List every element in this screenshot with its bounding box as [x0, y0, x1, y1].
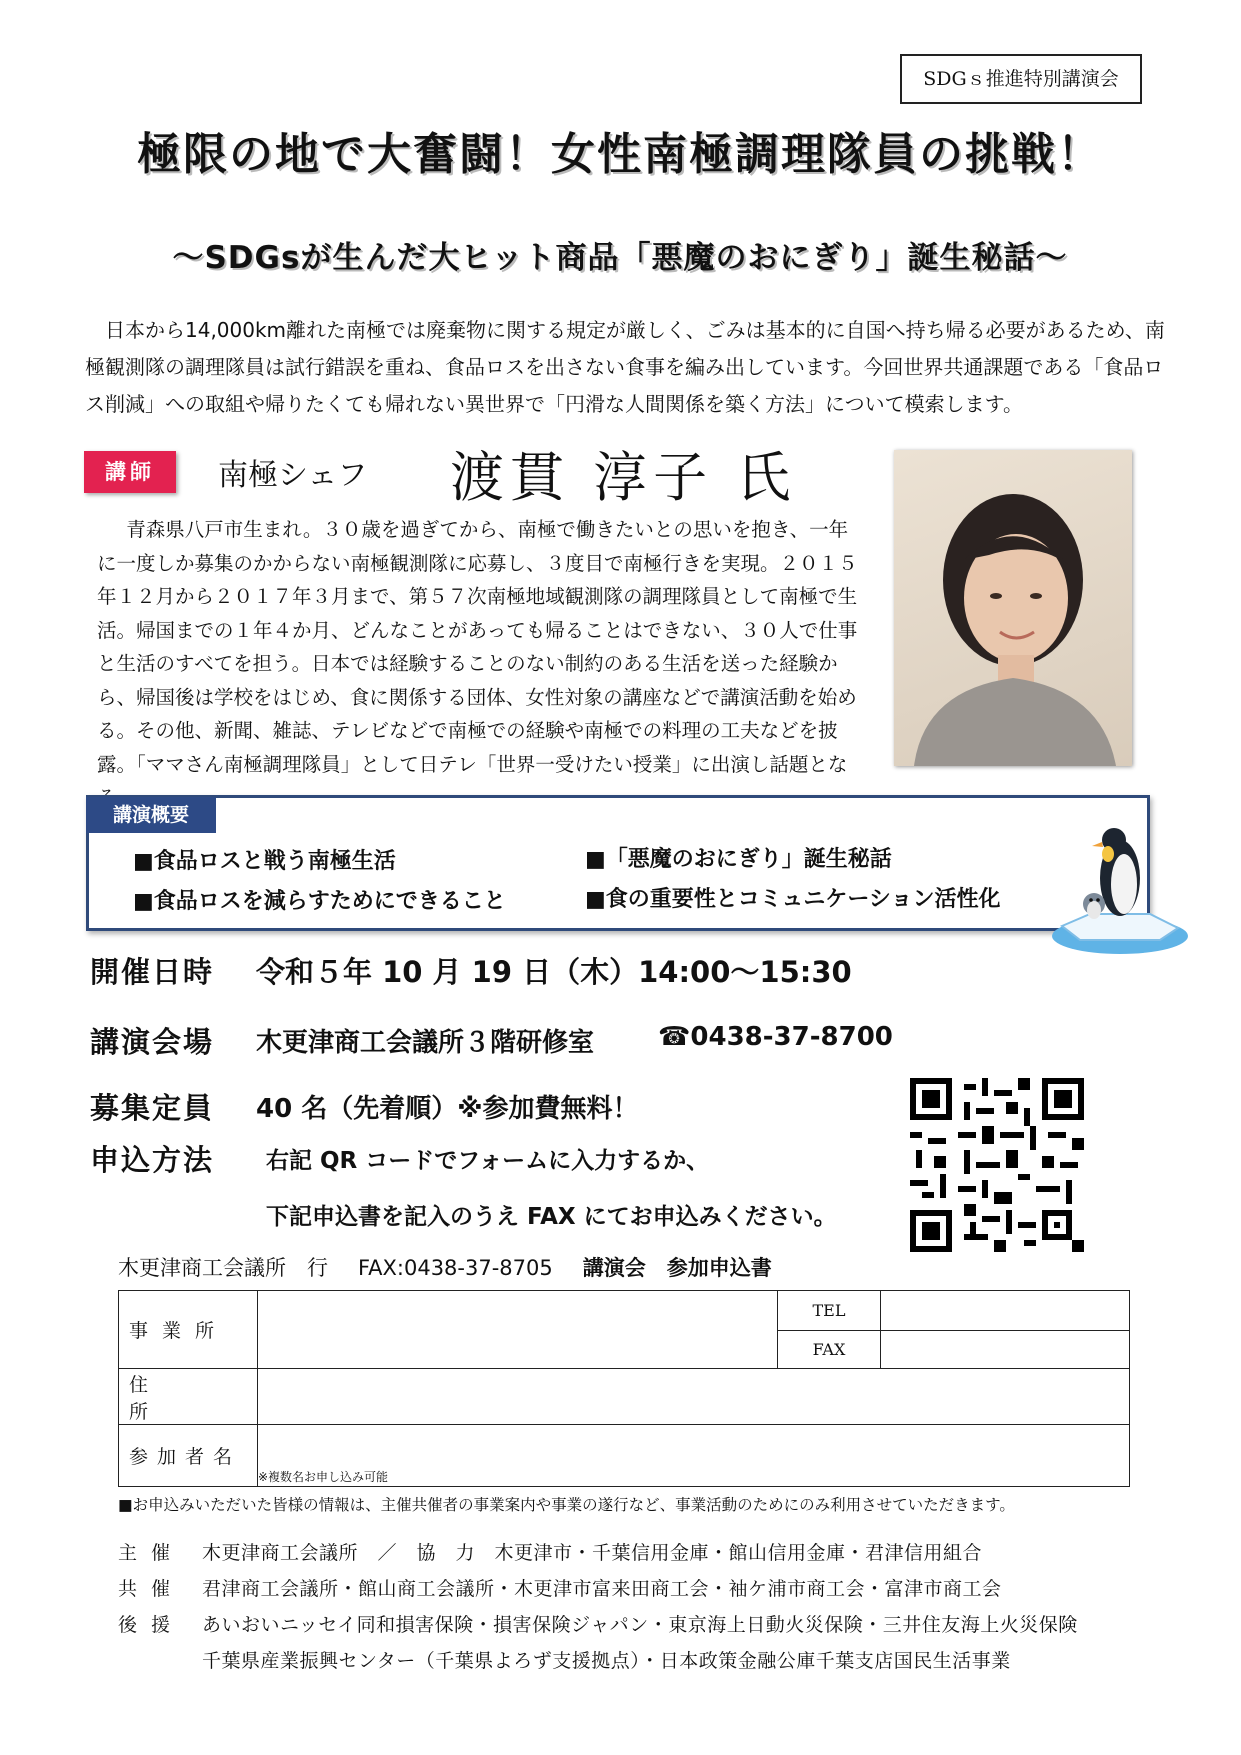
method-line-2: 下記申込書を記入のうえ FAX にてお申込みください。	[266, 1204, 837, 1230]
privacy-note: ■お申込みいただいた皆様の情報は、主催共催者の事業案内や事業の遂行など、事業活動のためにのみ利用させていただきます。	[118, 1496, 1015, 1514]
lecturer-role: 南極シェフ	[218, 458, 368, 493]
capacity-value: 40 名（先着順）※参加費無料！	[256, 1094, 639, 1124]
capacity-label: 募集定員	[90, 1091, 215, 1125]
application-form	[118, 1290, 1130, 1487]
form-recipient: 木更津商工会議所 行	[118, 1256, 328, 1280]
venue-value: 木更津商工会議所３階研修室	[256, 1028, 595, 1058]
form-title: 講演会 参加申込書	[582, 1256, 772, 1280]
host-value: 木更津商工会議所 ／ 協 力 木更津市・千葉信用金庫・館山信用金庫・君津信用組合	[202, 1542, 983, 1564]
method-label: 申込方法	[90, 1143, 215, 1177]
intro-paragraph: 日本から14,000km離れた南極では廃棄物に関する規定が厳しく、ごみは基本的に自国へ持ち帰る必要があるため、南極観測隊の調理隊員は試行錯誤を重ね、食品ロスを出さない食事を編み出しています。今回世界共通課題である「食品ロス削減」への取組や帰りたくても帰れない異世界で「円滑な人間関係を築く方法」について模索します。	[85, 318, 1165, 416]
summary-item: ■食品ロスを減らすためにできること	[133, 889, 506, 914]
form-header	[118, 1252, 772, 1282]
venue-label: 講演会場	[90, 1025, 215, 1059]
lecturer-name: 渡貫 淳子 氏	[450, 446, 797, 509]
form-fax-number: FAX:0438-37-8705	[358, 1256, 553, 1280]
participant-field[interactable]	[258, 1425, 1130, 1487]
tel-label: TEL	[778, 1291, 881, 1331]
cohost-key: 共催	[118, 1578, 185, 1600]
tel-field[interactable]	[881, 1291, 1130, 1331]
address-field[interactable]	[258, 1369, 1130, 1425]
participant-note: ※複数名お申し込み可能	[258, 1470, 389, 1484]
lecturer-photo	[894, 450, 1132, 766]
page-subtitle: ～SDGsが生んだ大ヒット商品「悪魔のおにぎり」誕生秘話～	[172, 240, 1068, 276]
date-value: 令和５年 10 月 19 日（木）14:00～15:30	[256, 955, 852, 989]
participant-label: 参加者名	[119, 1425, 258, 1487]
summary-item: ■「悪魔のおにぎり」誕生秘話	[585, 847, 892, 872]
venue-phone: ☎0438-37-8700	[658, 1022, 893, 1052]
cohost-value: 君津商工会議所・館山商工会議所・木更津市富来田商工会・袖ケ浦市商工会・富津市商工会	[202, 1578, 1002, 1600]
method-line-1: 右記 QR コードでフォームに入力するか、	[266, 1148, 710, 1174]
fax-field[interactable]	[881, 1331, 1130, 1369]
company-field[interactable]	[258, 1291, 778, 1369]
fax-label: FAX	[778, 1331, 881, 1369]
host-row	[118, 1538, 982, 1565]
support-key: 後援	[118, 1614, 185, 1636]
lecturer-bio: 青森県八戸市生まれ。３０歳を過ぎてから、南極で働きたいとの思いを抱き、一年に一度しか募集のかからない南極観測隊に応募し、３度目で南極行きを実現。２０１５年１２月から２０１７年３月まで、第５７次南極地域観測隊の調理隊員として南極で生活。帰国までの１年４か月、どんなことがあっても帰ることはできない、３０人で仕事と生活のすべてを担う。日本では経験することのない制約のある生活を送った経験から、帰国後は学校をはじめ、食に関係する団体、女性対象の講座などで講演活動を始める。その他、新聞、雑誌、テレビなどで南極での経験や南極での料理の工夫などを披露。「ママさん南極調理隊員」として日テレ「世界一受けたい授業」に出演し話題とな	[97, 518, 858, 776]
date-label: 開催日時	[90, 955, 215, 989]
support-row-2: 千葉県産業振興センター（千葉県よろず支援拠点）・日本政策金融公庫千葉支店国民生活事業	[202, 1650, 1011, 1672]
lecturer-badge: 講師	[84, 451, 176, 493]
event-type-tag: SDGｓ推進特別講演会	[900, 54, 1142, 104]
support-row	[118, 1610, 1078, 1637]
summary-item: ■食品ロスと戦う南極生活	[133, 849, 396, 874]
page-title: 極限の地で大奮闘！女性南極調理隊員の挑戦！	[137, 129, 1103, 180]
summary-item: ■食の重要性とコミュニケーション活性化	[585, 887, 1001, 912]
summary-label: 講演概要	[86, 797, 216, 833]
company-label: 事業所	[119, 1291, 258, 1369]
address-label: 住所	[119, 1369, 258, 1425]
penguin-illustration	[1050, 818, 1190, 958]
qr-code[interactable]	[910, 1078, 1084, 1252]
support-value: あいおいニッセイ同和損害保険・損害保険ジャパン・東京海上日動火災保険・三井住友海上火災保険	[202, 1614, 1078, 1636]
host-key: 主催	[118, 1542, 185, 1564]
cohost-row	[118, 1574, 1002, 1601]
